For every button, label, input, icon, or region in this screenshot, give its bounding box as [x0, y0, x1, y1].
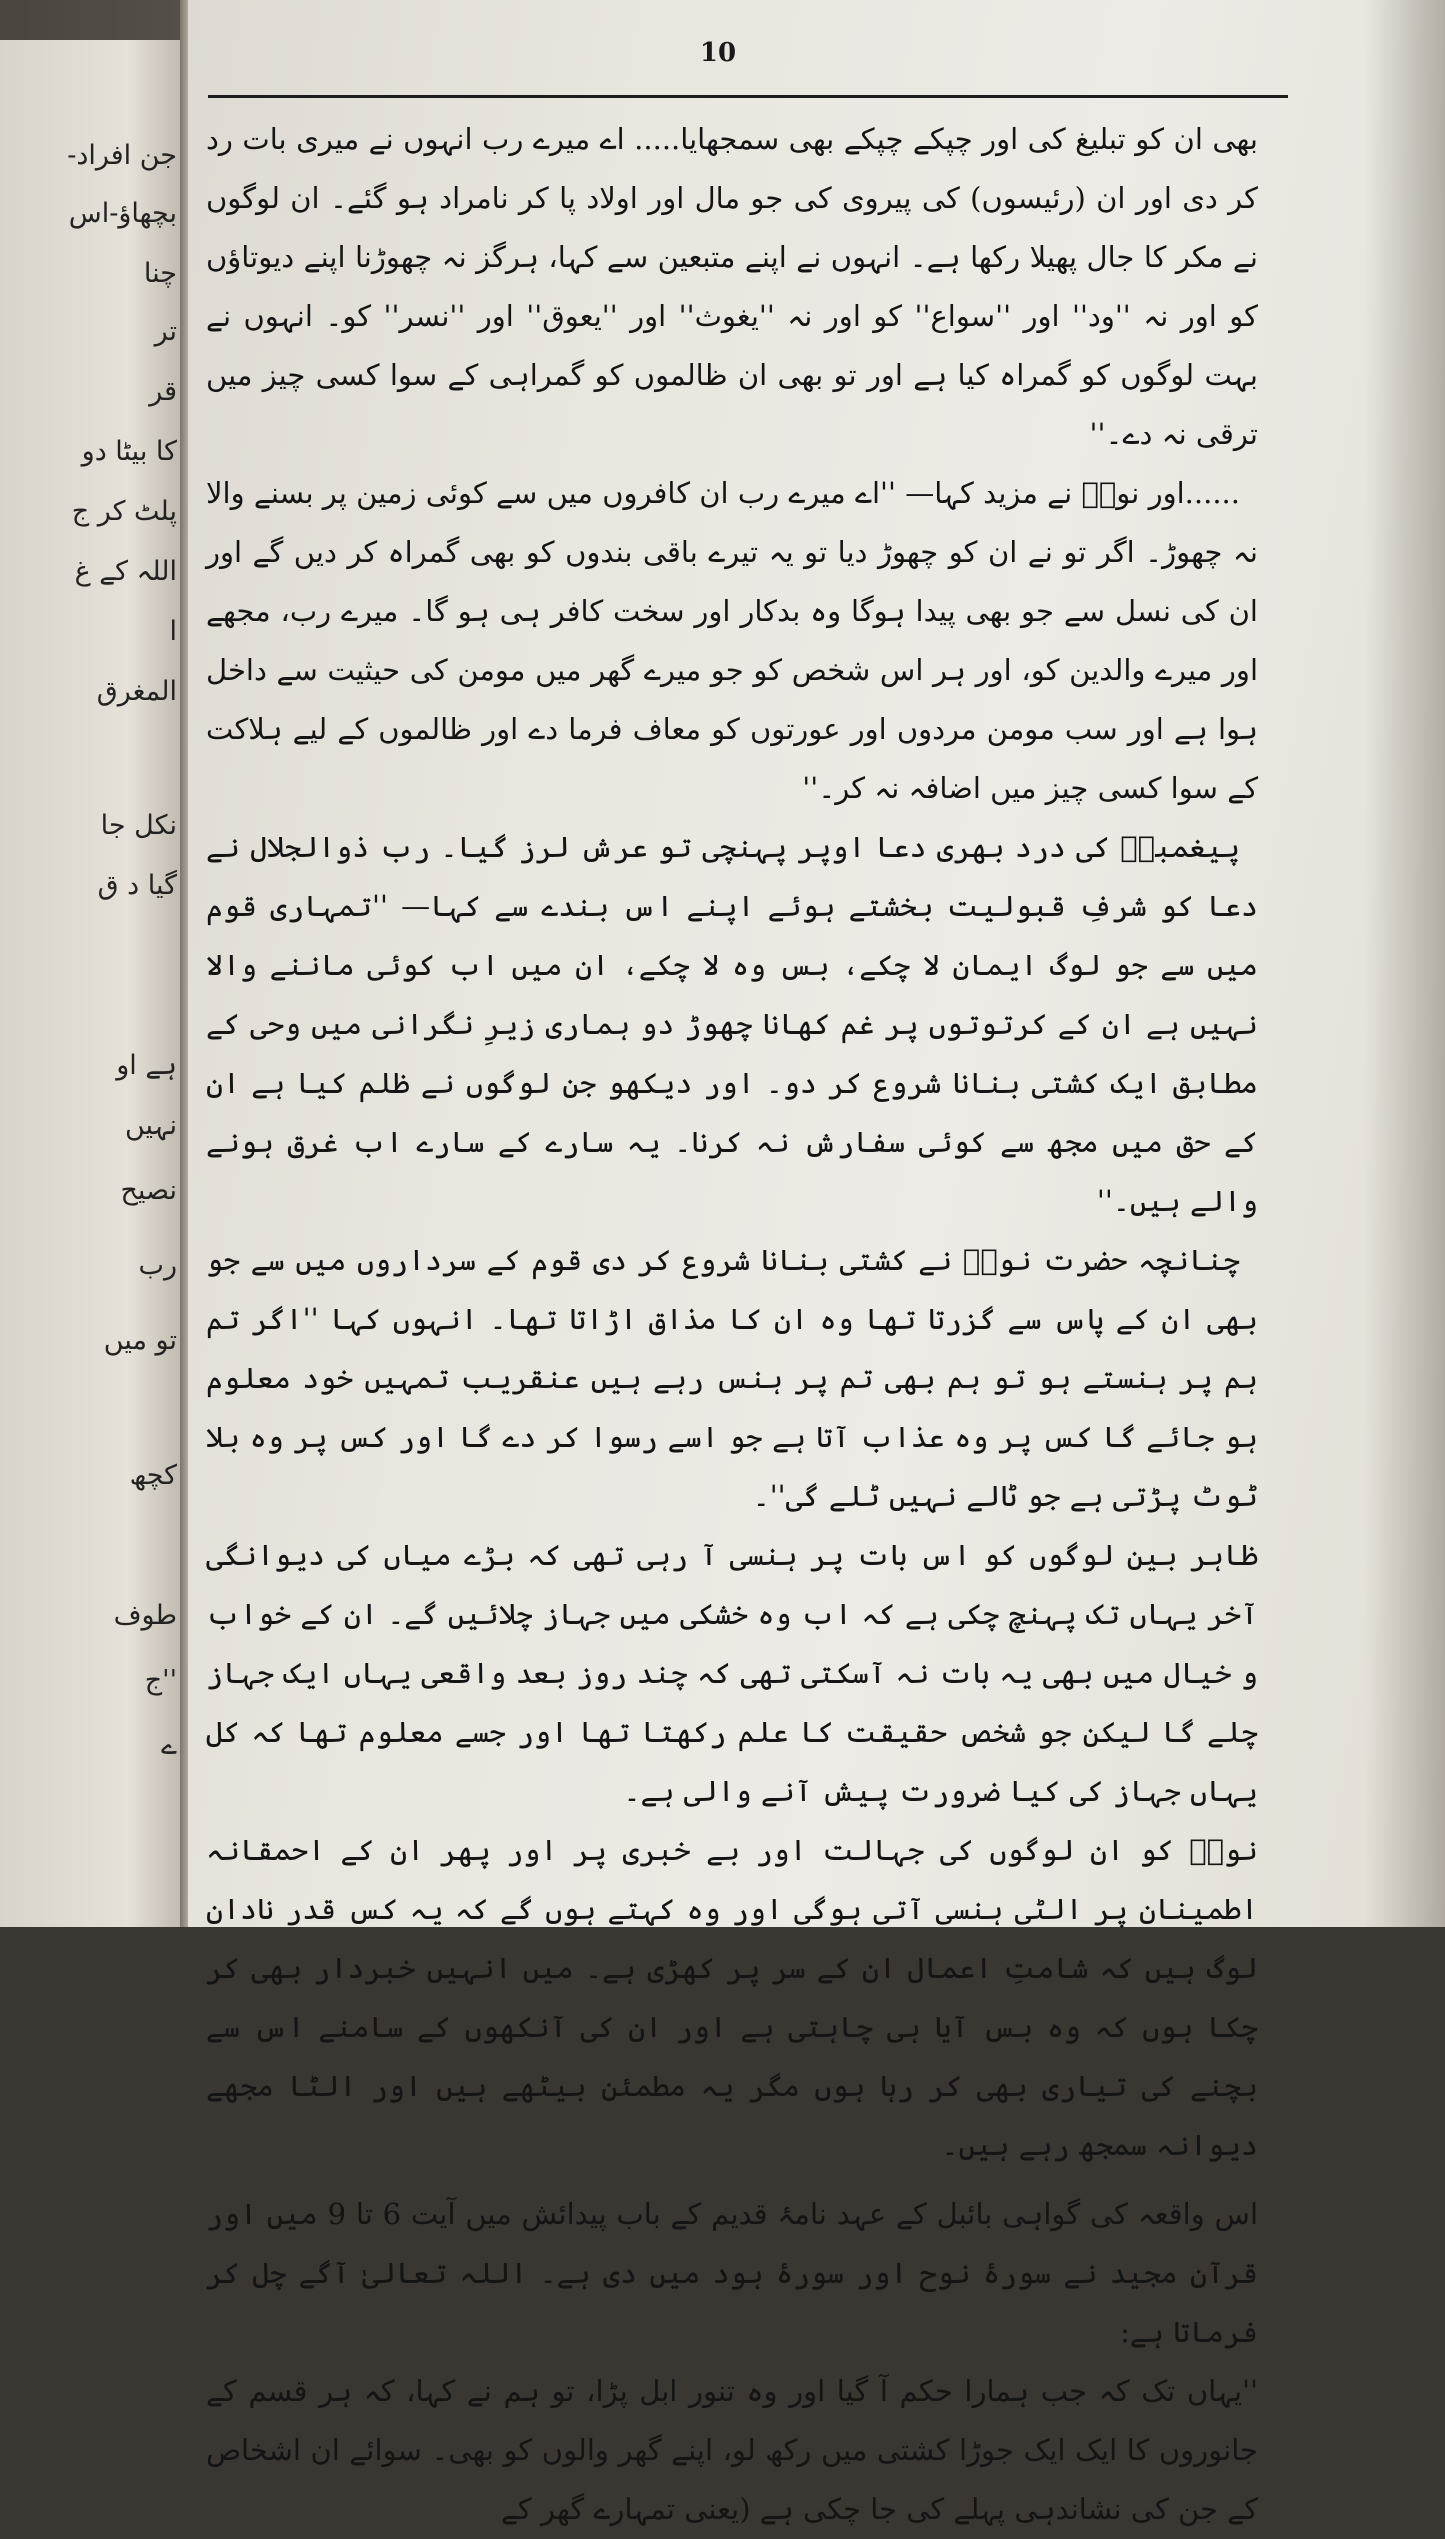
left-page-fragment: جن افراد- — [67, 140, 177, 171]
left-page-fragment: ہے او — [116, 1050, 177, 1081]
quotation: ''یہاں تک کہ جب ہمارا حکم آ گیا اور وہ تنور ابل پڑا، تو ہم نے کہا، کہ ہر قسم کے جانوروں کا ایک ایک جوڑا کشتی میں رکھ لو، اپنے گھر والوں کو بھی۔ سوائے ان اشخاص کے جن کی نشاندہی پہلے کی جا چکی ہے (یعنی تمہارے گھر کے — [206, 2374, 1258, 2526]
paragraph: نوحؑ کو ان لوگوں کی جہالت اور بے خبری پر اور پھر ان کے احمقانہ اطمینان پر الٹی ہنسی آتی ہوگی اور وہ کہتے ہوں گے کہ یہ کس قدر نادان لوگ ہیں کہ شامتِ اعمال ان کے سر پر کھڑی ہے۔ میں انہیں خبردار بھی کر چکا ہوں کہ وہ بس آیا ہی چاہتی ہے اور ان کی آنکھوں کے سامنے اس سے بچنے کی تیاری بھی کر رہا ہوں مگر یہ مطمئن بیٹھے ہیں اور الٹا مجھے دیوانہ سمجھ رہے ہیں۔ — [206, 1833, 1258, 2162]
left-page-fragment: پلٹ کر ج — [71, 496, 177, 527]
page-number: 10 — [699, 38, 737, 68]
paragraph: بھی ان کو تبلیغ کی اور چپکے چپکے بھی سمجھایا..... اے میرے رب انہوں نے میری بات رد کر دی اور ان (رئیسوں) کی پیروی کی جو مال اور اولاد پا کر نامراد ہو گئے۔ ان لوگوں نے مکر کا جال پھیلا رکھا ہے۔ انہوں نے اپنے متبعین سے کہا، ہرگز نہ چھوڑنا اپنے دیوتاؤں کو اور نہ ''ود'' اور ''سواع'' کو اور نہ ''یغوث'' اور ''یعوق'' اور ''نسر'' کو۔ انہوں نے بہت لوگوں کو گمراہ کیا ہے اور تو بھی ان ظالموں کو گمراہی کے سوا کسی چیز میں ترقی نہ دے۔'' — [206, 122, 1258, 451]
left-page-fragment: گیا د ق — [97, 870, 177, 901]
left-page-fragment: نصیح — [120, 1175, 177, 1206]
left-page-fragment: بچھاؤ-اس — [68, 198, 177, 229]
left-page-fragment: ا — [169, 616, 177, 647]
left-page-fragment: نکل جا — [100, 810, 177, 841]
paragraph: ......اور نوحؑ نے مزید کہا— ''اے میرے رب ان کافروں میں سے کوئی زمین پر بسنے والا نہ چھوڑ۔ اگر تو نے ان کو چھوڑ دیا تو یہ تیرے باقی بندوں کو بھی گمراہ کر دیں گے اور ان کی نسل سے جو بھی پیدا ہوگا وہ بدکار اور سخت کافر ہی ہو گا۔ میرے رب، مجھے اور میرے والدین کو، اور ہر اس شخص کو جو میرے گھر میں مومن کی حیثیت سے داخل ہوا ہے اور سب مومن مردوں اور عورتوں کو معاف فرما دے اور ظالموں کے لیے ہلاکت کے سوا کسی چیز میں اضافہ نہ کر۔'' — [206, 476, 1258, 805]
left-page-fragment: رب — [138, 1250, 177, 1281]
left-page-fragment: تو میں — [103, 1325, 177, 1356]
left-page-fragment: طوف — [113, 1600, 177, 1631]
left-page-fragment: المغرق — [96, 676, 177, 707]
header-rule — [208, 95, 1288, 98]
left-page-fragment: قر — [149, 376, 177, 407]
left-page-fragment: ے — [161, 1730, 177, 1761]
paragraph: پیغمبرؑ کی درد بھری دعا اوپر پہنچی تو عرش لرز گیا۔ رب ذوالجلال نے دعا کو شرفِ قبولیت بخشتے ہوئے اپنے اس بندے سے کہا— ''تمہاری قوم میں سے جو لوگ ایمان لا چکے، بس وہ لا چکے، ان میں اب کوئی ماننے والا نہیں ہے ان کے کرتوتوں پر غم کھانا چھوڑ دو ہماری زیرِ نگرانی میں وحی کے مطابق ایک کشتی بنانا شروع کر دو۔ اور دیکھو جن لوگوں نے ظلم کیا ہے ان کے حق میں مجھ سے کوئی سفارش نہ کرنا۔ یہ سارے کے سارے اب غرق ہونے والے ہیں۔'' — [206, 830, 1258, 1218]
paragraph: اس واقعہ کی گواہی بائبل کے عہد نامۂ قدیم کے باب پیدائش میں آیت 6 تا 9 میں اور قرآن مجید نے سورۂ نوح اور سورۂ ہود میں دی ہے۔ اللہ تعالیٰ آگے چل کر فرماتا ہے: — [206, 2197, 1259, 2349]
left-page-fragment: اللہ کے غ — [74, 556, 177, 587]
main-page — [188, 0, 1445, 2526]
page-edge-shadow — [1365, 0, 1445, 1927]
left-page — [0, 40, 187, 1927]
paragraph: چنانچہ حضرت نوحؑ نے کشتی بنانا شروع کر دی قوم کے سرداروں میں سے جو بھی ان کے پاس سے گزرتا تھا وہ ان کا مذاق اڑاتا تھا۔ انہوں کہا ''اگر تم ہم پر ہنستے ہو تو ہم بھی تم پر ہنس رہے ہیں عنقریب تمہیں خود معلوم ہو جائے گا کس پر وہ عذاب آتا ہے جو اسے رسوا کر دے گا اور کس پر وہ بلا ٹوٹ پڑتی ہے جو ٹالے نہیں ٹلے گی''۔ — [206, 1243, 1258, 1513]
left-page-fragment: تر — [154, 316, 177, 347]
left-page-fragment: ''ج — [144, 1665, 177, 1696]
left-page-fragment: کچھ — [129, 1460, 177, 1491]
paragraph: ظاہر بین لوگوں کو اس بات پر ہنسی آ رہی تھی کہ بڑے میاں کی دیوانگی آخر یہاں تک پہنچ چکی ہے کہ اب وہ خشکی میں جہاز چلائیں گے۔ ان کے خواب و خیال میں بھی یہ بات نہ آسکتی تھی کہ چند روز بعد واقعی یہاں ایک جہاز چلے گا لیکن جو شخص حقیقت کا علم رکھتا تھا اور جسے معلوم تھا کہ کل یہاں جہاز کی کیا ضرورت پیش آنے والی ہے۔ — [206, 1538, 1258, 1808]
left-page-fragment: کا بیٹا دو — [81, 436, 177, 467]
left-page-fragment: چنا — [143, 258, 177, 289]
text-body — [206, 110, 1258, 2539]
left-page-fragment: نہیں — [124, 1110, 177, 1141]
